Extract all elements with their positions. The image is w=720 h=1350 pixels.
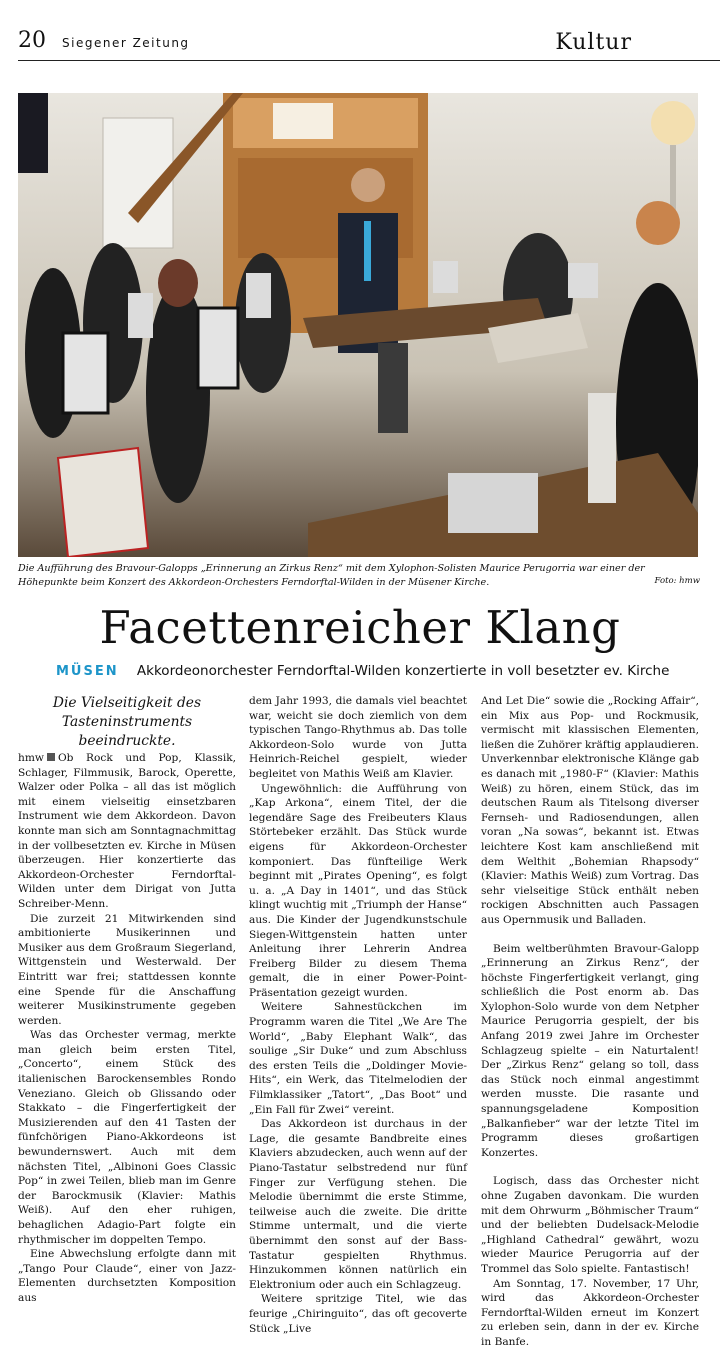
subheadline-row — [56, 663, 669, 679]
article-column-2 — [249, 694, 467, 1336]
header-rule — [18, 60, 720, 61]
paragraph: Was das Orchester vermag, merkte man gleich beim ersten Titel, „Concerto“, einem Stück des italienischen Barockensembles Rondo Veneziano. Gleich ob Glissando oder Stakkato – die Fingerfertigkeit der Musizierenden auf den 41 Tasten der fünfchörigen Piano-Akkordeons ist bewundernswert. Auch mit dem nächsten Titel, „Albinoni Goes Classic Pop“ in zwei Teilen, blieb man im Genre der Barockmusik (Klavier: Mathis Weiß). Auf den eher ruhigen, behaglichen Adagio-Part folgte ein rhythmischer im doppelten Tempo. — [18, 1029, 236, 1246]
paragraph: hmw Ob Rock und Pop, Klassik, Schlager, Filmmusik, Barock, Operette, Walzer oder Polka – all das ist möglich mit einem vielseitig einsetzbaren Instrument wie dem Akkordeon. Davon konnte man sich am Sonntagnachmittag in der vollbesetzten ev. Kirche in Müsen überzeugen. Hier konzertierte das Akkordeon-Orchester Ferndorftal-Wilden unter dem Dirigat von Jutta Schreiber-Menn. — [18, 752, 236, 910]
photo-credit: Foto: hmw — [654, 576, 700, 586]
paragraph: Die zurzeit 21 Mitwirkenden sind ambitionierte Musikerinnen und Musiker aus dem Großraum Siegerland, Wittgenstein und Westerwald. Der Eintritt war frei; stattdessen konnte eine Spende für die Anschaffung weiterer Musikinstrumente gegeben werden. — [18, 912, 236, 1027]
teaser: Die Vielseitigkeit des Tasteninstruments beeindruckte. — [52, 695, 202, 749]
concert-photo — [18, 93, 698, 557]
paragraph: Das Akkordeon ist durchaus in der Lage, die gesamte Bandbreite eines Klaviers abzudecken, auch wenn auf der Piano-Tastatur selbstredend nur fünf Finger zur Verfügung stehen. Die Melodie übernimmt die erste Stimme, teilweise auch die zweite. Die dritte Stimme untermalt, und die vierte übernimmt den sonst auf der Bass-Tastatur gespielten Rhythmus. Hinzukommen können natürlich ein Elektronium oder auch ein Schlagzeug. — [249, 1118, 468, 1291]
subheadline: Akkordeonorchester Ferndorftal-Wilden konzertierte in voll besetzter ev. Kirche — [136, 663, 670, 679]
newspaper-name: Siegener Zeitung — [62, 36, 190, 50]
headline: Facettenreicher Klang — [99, 601, 621, 654]
page-number: 20 — [18, 28, 46, 53]
author-tag: hmw — [18, 752, 44, 764]
photo-caption: Die Aufführung des Bravour-Galopps „Erinnerung an Zirkus Renz“ mit dem Xylophon-Solisten Maurice Perugorria war einer der Höhepunkte beim Konzert des Akkordeon-Orchesters Ferndorftal-Wilden in der Müsener Kirche. — [18, 563, 645, 588]
paragraph: Ungewöhnlich: die Aufführung von „Kap Arkona“, einem Titel, der die legendäre Sage des Freibeuters Klaus Störtebeker erzählt. Das Stück wurde eigens für Akkordeon-Orchester komponiert. Das fünfteilige Werk beginnt mit „Pirates Opening“, es folgt u. a. „A Day in 1401“, und das Stück klingt wuchtig mit „Triumph der Hanse“ aus. Die Kinder der Jugendkunstschule Siegen-Wittgenstein hatten unter Anleitung ihrer Lehrerin Andrea Freiberg Bilder zu diesem Thema gemalt, die in einer Power-Point-Präsentation gezeigt wurden. — [249, 782, 467, 999]
article-column-1 — [18, 694, 236, 1306]
paragraph: Weitere Sahnestückchen im Programm waren die Titel „We Are The World“, „Baby Elephant Walk“, das soulige „Sir Duke“ und zum Abschluss des ersten Teils die „Doldinger Movie-Hits“, ein Werk, das Titelmelodien der Filmklassiker „Tatort“, „Das Boot“ und „Ein Fall für Zwei“ vereint. — [249, 1001, 467, 1116]
paragraph: Logisch, dass das Orchester nicht ohne Zugaben davonkam. Die wurden mit dem Ohrwurm „Böhmischer Traum“ und der beliebten Dudelsack-Melodie „Highland Cathedral“ gewährt, wozu wieder Maurice Perugorria auf der Trommel das Solo spielte. Fantastisch! — [481, 1175, 699, 1275]
paragraph: Am Sonntag, 17. November, 17 Uhr, wird das Akkordeon-Orchester Ferndorftal-Wilden erneut im Konzert zu erleben sein, dann in der ev. Kirche in Banfe. — [481, 1277, 699, 1348]
paragraph: Beim weltberühmten Bravour-Galopp „Erinnerung an Zirkus Renz“, der höchste Fingerfertigkeit verlangt, ging schließlich die Post enorm ab. Das Xylophon-Solo wurde von dem Netpher Maurice Perugorria gespielt, der bis Anfang 2019 zwei Jahre im Orchester Schlagzeug spielte – ein Naturtalent! Der „Zirkus Renz“ gelang so toll, dass das Stück noch einmal angestimmt werden musste. Die rasante und spannungsgeladene Komposition „Balkanfieber“ war der letzte Titel im Programm dieses großartigen Konzertes. — [481, 942, 699, 1159]
paragraph: Eine Abwechslung erfolgte dann mit „Tango Pour Claude“, einer von Jazz-Elementen durchsetzten Komposition aus — [18, 1248, 236, 1304]
place-tag: MÜSEN — [56, 664, 119, 679]
paragraph: And Let Die“ sowie die „Rocking Affair“, ein Mix aus Pop- und Rockmusik, vermischt mit klassischen Elementen, ließen die Zuhörer kräftig applaudieren. Unverkennbar elektronische Klänge gab es danach mit „1980-F“ (Klavier: Mathis Weiß) zu hören, einem Stück, das im deutschen Raum als Titelsong diverser Fernseh- und Radiosendungen, allen voran „Na sowas“, bekannt ist. Etwas leichtere Kost kam anschließend mit dem Welthit „Bohemian Rhapsody“ (Klavier: Mathis Weiß) zum Vortrag. Das sehr vielseitige Stück enthält neben rockigen Abschnitten auch Passagen aus Opernmusik und Balladen. — [481, 695, 699, 926]
article-column-3 — [481, 694, 699, 1350]
separator-square-icon — [47, 753, 55, 761]
page-header — [18, 28, 718, 60]
section-title: Kultur — [555, 30, 632, 55]
paragraph: Weitere spritzige Titel, wie das feurige „Chiringuito“, das oft gecoverte Stück „Live — [249, 1293, 467, 1335]
paragraph: dem Jahr 1993, die damals viel beachtet war, weicht sie doch ziemlich von dem typischen Tango-Rhythmus ab. Das tolle Akkordeon-Solo wurde von Jutta Heinrich-Reichel gespielt, wieder begleitet von Mathis Weiß am Klavier. — [249, 695, 467, 780]
